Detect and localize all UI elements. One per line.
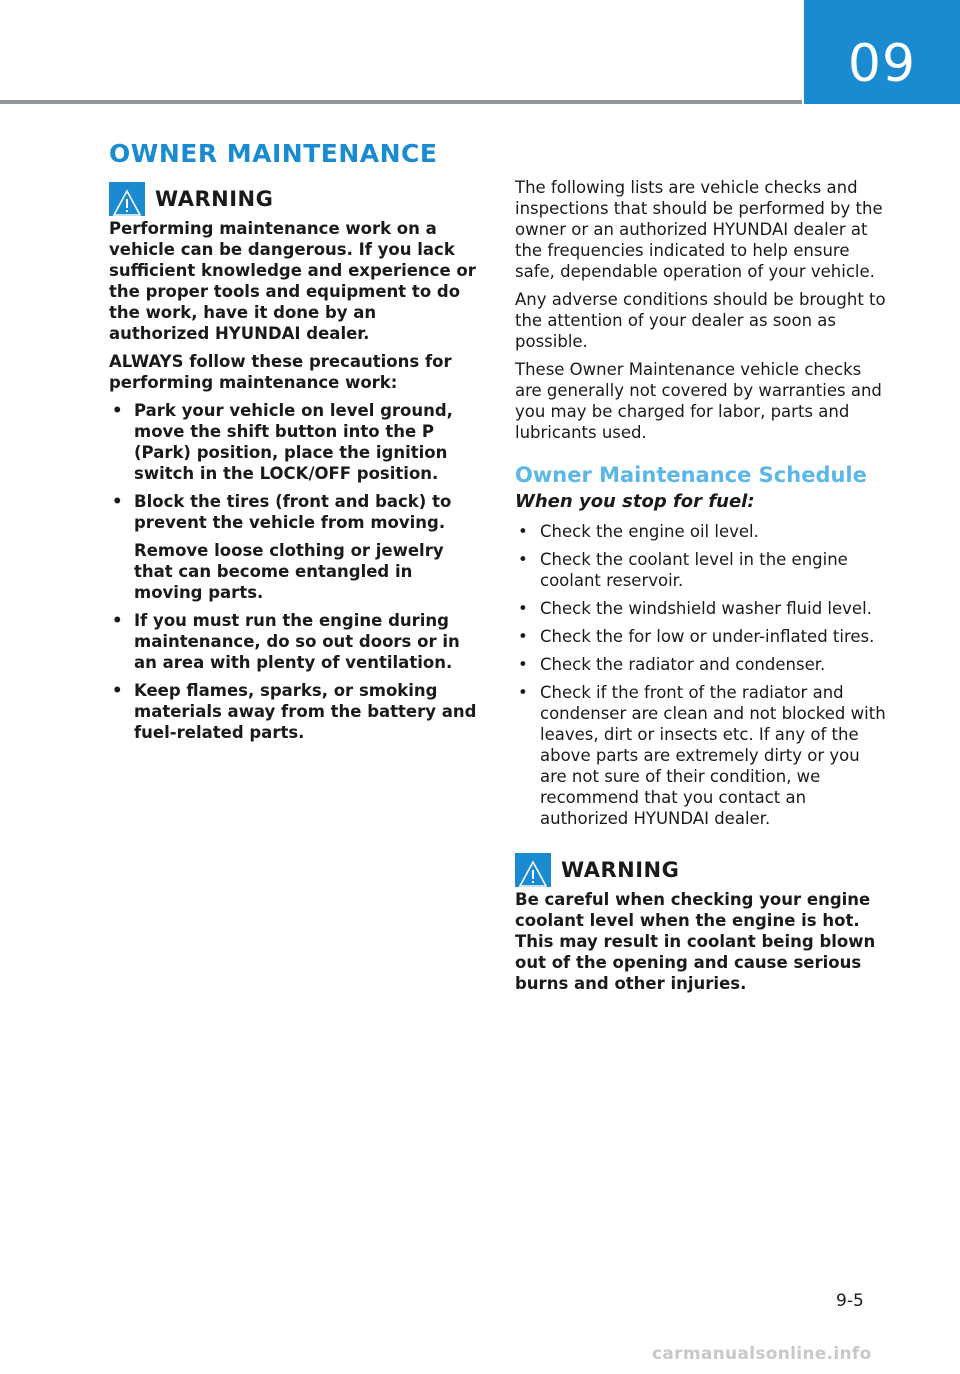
paragraph: Any adverse conditions should be brought to the attention of your dealer as soon as possible. [515,290,886,351]
warning-triangle-icon [515,853,551,887]
list-item-text: Check the engine oil level. [540,522,759,541]
list-item-subtext: Remove loose clothing or jewelry that can become entangled in moving parts. [134,541,444,602]
bullet-icon: • [518,550,528,569]
list-item-text: Check the coolant level in the engine coolant reservoir. [540,550,848,590]
chapter-number: 09 [847,34,917,94]
list-item [109,680,479,743]
list-item [515,598,887,619]
list-item-text: Keep flames, sparks, or smoking materials away from the battery and fuel-related parts. [134,681,477,742]
paragraph: These Owner Maintenance vehicle checks are generally not covered by warranties and you may be charged for labor, parts and lubricants used. [515,360,882,442]
precautions-lead: ALWAYS follow these precautions for performing maintenance work: [109,352,452,392]
list-item [109,491,479,603]
warning-label: WARNING [155,187,274,211]
paragraph: The following lists are vehicle checks and inspections that should be performed by the owner or an authorized HYUNDAI dealer at the frequencies indicated to help ensure safe, dependable operation of your vehicle. [515,178,883,281]
warning-triangle-icon [109,182,145,216]
warning-header [109,182,479,216]
fuel-heading: When you stop for fuel: [515,491,755,512]
list-item [515,521,887,542]
subsection-title: Owner Maintenance Schedule [515,463,867,487]
section-title: OWNER MAINTENANCE [109,139,438,168]
left-column [109,182,479,750]
chapter-tab [804,0,960,104]
bullet-icon: • [518,599,528,618]
list-item [515,626,887,647]
list-item-text: Block the tires (front and back) to prevent the vehicle from moving. [134,492,452,532]
warning-header [515,853,887,887]
bullet-icon: • [112,611,123,630]
list-item [109,610,479,673]
bullet-icon: • [112,401,123,420]
bullet-icon: • [518,655,528,674]
coolant-warning [515,853,887,994]
header-rule [0,100,802,104]
list-item [515,654,887,675]
list-item [515,549,887,591]
list-item-text: Check if the front of the radiator and condenser are clean and not blocked with leaves, dirt or insects etc. If any of the above parts are extremely dirty or you are not sure of their condition, we recommend that you contact an authorized HYUNDAI dealer. [540,683,886,828]
list-item-text: Check the windshield washer fluid level. [540,599,872,618]
warning-intro: Performing maintenance work on a vehicle can be dangerous. If you lack sufficient knowledge and experience or the proper tools and equipment to do the work, have it done by an authorized HYUNDAI dealer. [109,219,476,343]
bullet-icon: • [518,683,528,702]
watermark: carmanualsonline.info [652,1344,872,1364]
list-item-text: Check the for low or under-inflated tires. [540,627,875,646]
list-item [515,682,887,829]
list-item-text: Check the radiator and condenser. [540,655,826,674]
list-item-text: Park your vehicle on level ground, move the shift button into the P (Park) position, place the ignition switch in the LOCK/OFF position. [134,401,453,483]
list-item-text: If you must run the engine during maintenance, do so out doors or in an area with plenty of ventilation. [134,611,460,672]
precautions-list [109,400,479,743]
right-column [515,177,887,1001]
warning-label: WARNING [561,858,680,882]
list-item [109,400,479,484]
bullet-icon: • [112,492,123,511]
page-number: 9-5 [836,1291,864,1311]
warning-text: Be careful when checking your engine coolant level when the engine is hot. This may result in coolant being blown out of the opening and cause serious burns and other injuries. [515,890,876,993]
fuel-checks-list [515,521,887,829]
bullet-icon: • [518,627,528,646]
bullet-icon: • [112,681,123,700]
bullet-icon: • [518,522,528,541]
